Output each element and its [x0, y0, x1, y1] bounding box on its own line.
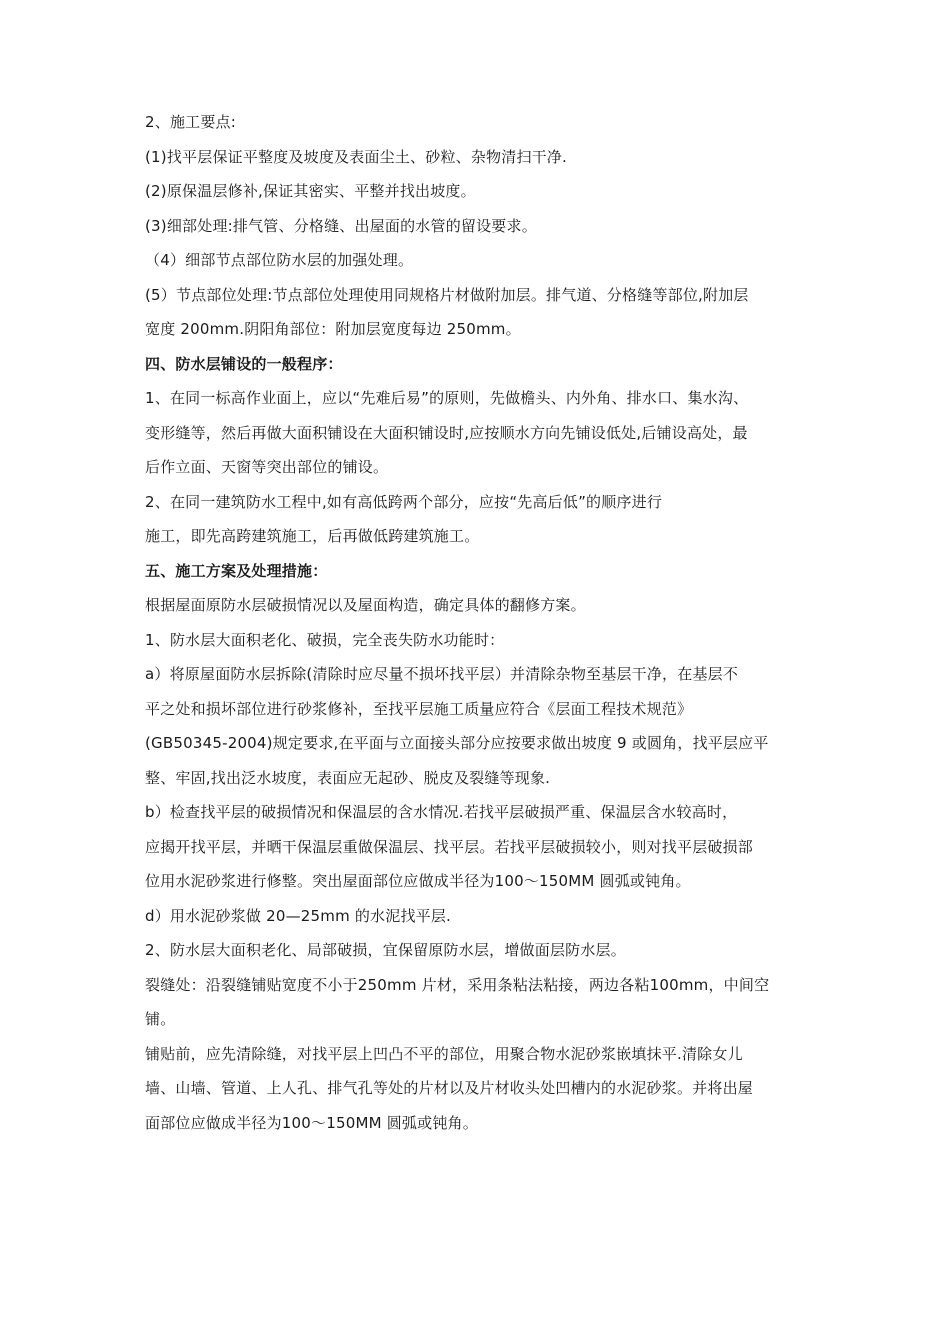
text-line: 裂缝处：沿裂缝铺贴宽度不小于250mm 片材，采用条粘法粘接，两边各粘100mm，中间空: [145, 975, 770, 994]
document-body: [145, 105, 825, 1140]
text-line: 位用水泥砂浆进行修整。突出屋面部位应做成半径为100～150MM 圆弧或钝角。: [145, 872, 691, 890]
text-line: (2)原保温层修补,保证其密实、平整并找出坡度。: [145, 182, 476, 200]
text-line: (3)细部处理:排气管、分格缝、出屋面的水管的留设要求。: [145, 216, 537, 235]
text-line: 墙、山墙、管道、上人孔、排气孔等处的片材以及片材收头处凹槽内的水泥砂浆。并将出屋: [145, 1079, 754, 1097]
text-line: 2、防水层大面积老化、局部破损，宜保留原防水层，增做面层防水层。: [145, 941, 626, 959]
section-heading: 四、防水层铺设的一般程序：: [145, 354, 343, 373]
text-line: 面部位应做成半径为100～150MM 圆弧或钝角。: [145, 1113, 478, 1132]
text-line: 铺贴前，应先清除缝，对找平层上凹凸不平的部位，用聚合物水泥砂浆嵌填抹平.清除女儿: [145, 1044, 743, 1063]
text-line: 施工，即先高跨建筑施工，后再做低跨建筑施工。: [145, 527, 480, 545]
text-line: 铺。: [145, 1010, 176, 1028]
text-line: (GB50345-2004)规定要求,在平面与立面接头部分应按要求做出坡度 9 或圆角，找平层应平: [145, 734, 769, 752]
text-line: 根据屋面原防水层破损情况以及屋面构造，确定具体的翻修方案。: [145, 596, 586, 614]
text-line: 1、防水层大面积老化、破损，完全丧失防水功能时：: [145, 630, 505, 649]
text-line: 1、在同一标高作业面上，应以“先难后易”的原则，先做檐头、内外角、排水口、集水沟、: [145, 389, 749, 407]
text-line: 平之处和损坏部位进行砂浆修补，至找平层施工质量应符合《层面工程技术规范》: [145, 699, 693, 718]
text-line: 变形缝等，然后再做大面积铺设在大面积铺设时,应按顺水方向先铺设低处,后铺设高处，最: [145, 423, 748, 442]
text-line: d）用水泥砂浆做 20—25mm 的水泥找平层.: [145, 906, 452, 925]
text-line: 2、在同一建筑防水工程中,如有高低跨两个部分，应按“先高后低”的顺序进行: [145, 492, 663, 511]
text-line: 应揭开找平层，并晒干保温层重做保温层、找平层。若找平层破损较小，则对找平层破损部: [145, 837, 754, 856]
text-line: a）将原屋面防水层拆除(清除时应尽量不损坏找平层）并清除杂物至基层干净，在基层不: [145, 665, 739, 683]
text-line: (5）节点部位处理:节点部位处理使用同规格片材做附加层。排气道、分格缝等部位,附加层: [145, 285, 749, 304]
text-line: （4）细部节点部位防水层的加强处理。: [145, 251, 414, 269]
text-line: 宽度 200mm.阴阳角部位：附加层宽度每边 250mm。: [145, 320, 521, 338]
section-heading: 五、施工方案及处理措施：: [145, 561, 328, 580]
text-line: (1)找平层保证平整度及坡度及表面尘土、砂粒、杂物清扫干净.: [145, 147, 568, 166]
text-line: 整、牢固,找出泛水坡度，表面应无起砂、脱皮及裂缝等现象.: [145, 768, 551, 787]
text-line: 2、施工要点:: [145, 113, 236, 131]
text-line: 后作立面、天窗等突出部位的铺设。: [145, 458, 389, 476]
text-line: b）检查找平层的破损情况和保温层的含水情况.若找平层破损严重、保温层含水较高时，: [145, 803, 738, 821]
